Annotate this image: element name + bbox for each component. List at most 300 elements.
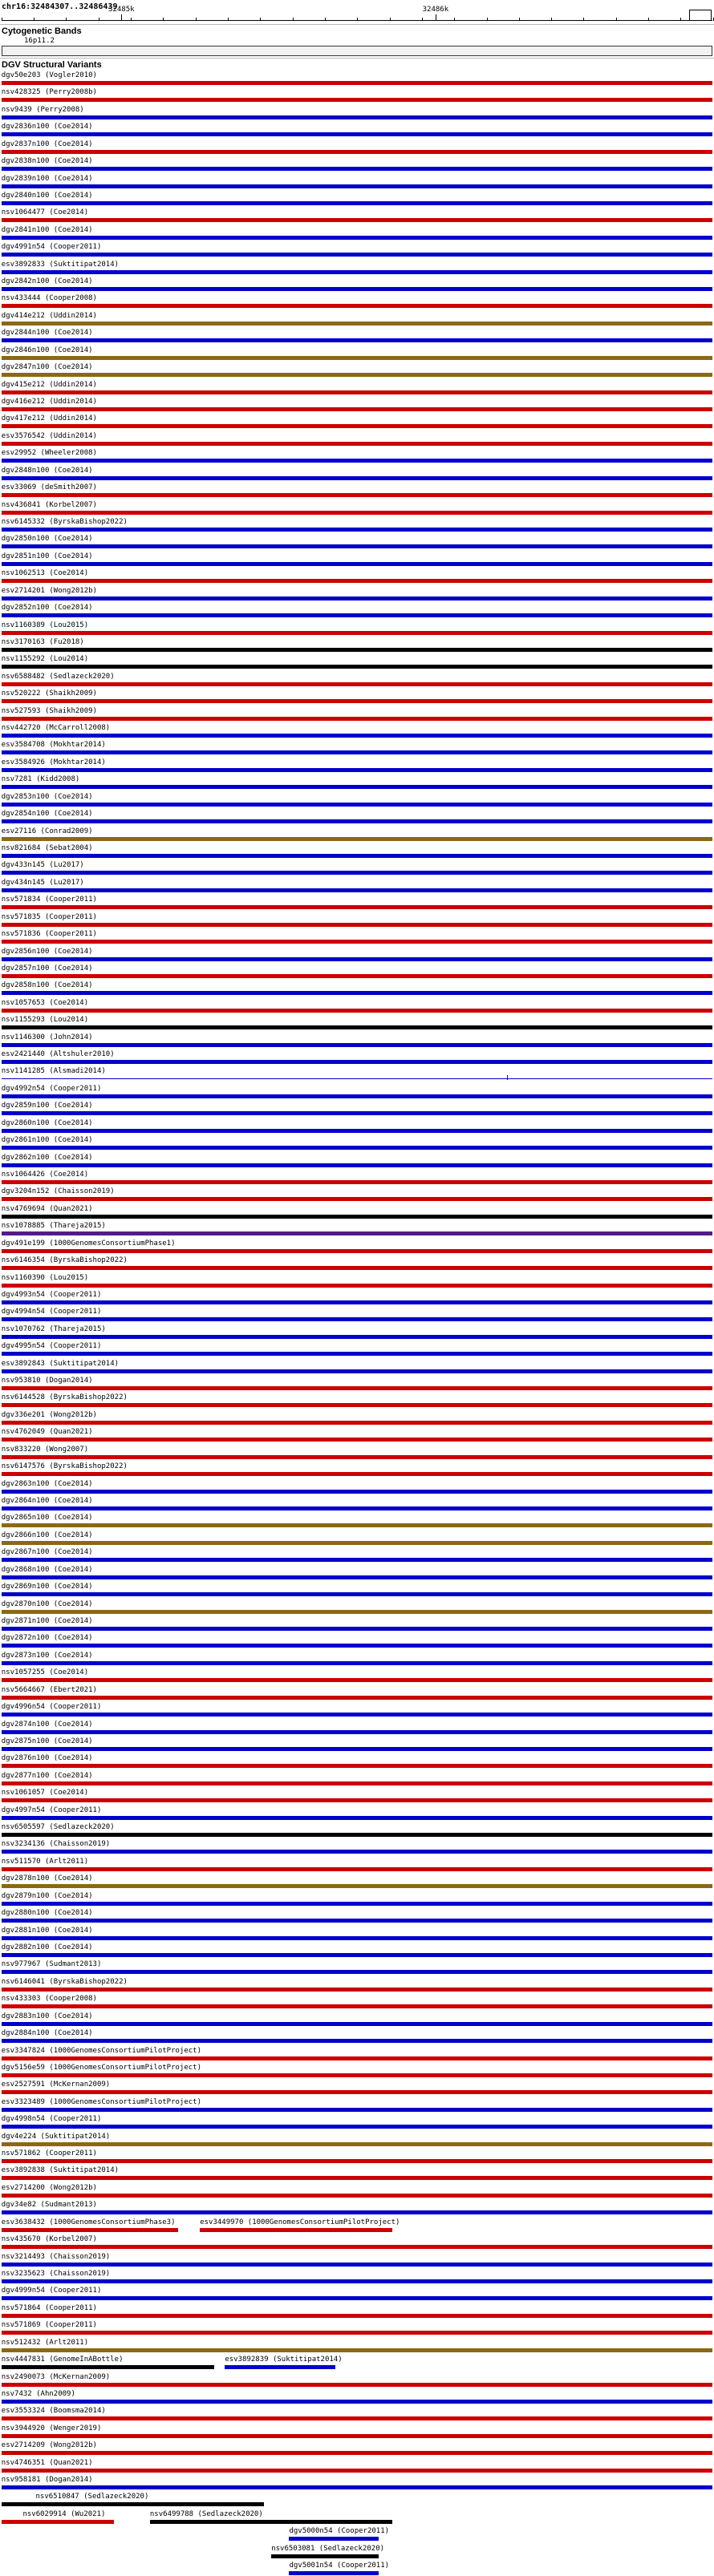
variant-bar[interactable] bbox=[2, 2520, 115, 2524]
variant-label: nsv6145332 (ByrskaBishop2022) bbox=[1, 517, 128, 526]
variant-bar[interactable] bbox=[2, 2073, 712, 2077]
variant-bar[interactable] bbox=[2, 1781, 712, 1785]
variant-bar[interactable] bbox=[289, 2537, 378, 2541]
variant-bar[interactable] bbox=[2, 1215, 712, 1219]
variant-bar[interactable] bbox=[2, 923, 712, 927]
variant-bar[interactable] bbox=[2, 871, 712, 875]
variant-bar[interactable] bbox=[2, 665, 712, 669]
variant-row bbox=[0, 827, 714, 843]
variant-bar[interactable] bbox=[2, 1661, 712, 1665]
variant-bar[interactable] bbox=[2, 1627, 712, 1631]
variant-bar[interactable] bbox=[2, 1300, 712, 1304]
variant-label: dgv2875n100 (Coe2014) bbox=[1, 1737, 93, 1745]
variant-bar[interactable] bbox=[2, 2485, 712, 2489]
variant-label: nsv1146300 (John2014) bbox=[1, 1033, 93, 1041]
variant-row bbox=[0, 2269, 714, 2286]
variant-bar[interactable] bbox=[2, 2090, 712, 2094]
variant-bar[interactable] bbox=[2, 390, 712, 394]
variant-row bbox=[0, 723, 714, 740]
variant-bar[interactable] bbox=[2, 1266, 712, 1270]
variant-bar[interactable] bbox=[2, 1335, 712, 1339]
variant-bar[interactable] bbox=[2, 1867, 712, 1871]
variant-bar[interactable] bbox=[200, 2228, 392, 2232]
variant-bar[interactable] bbox=[2, 1592, 712, 1596]
ruler-minor-tick bbox=[616, 18, 617, 21]
ruler-minor-tick bbox=[551, 18, 552, 21]
variant-row bbox=[0, 225, 714, 242]
variant-bar[interactable] bbox=[2, 1764, 712, 1768]
variant-bar[interactable] bbox=[2, 1472, 712, 1476]
variant-bar[interactable] bbox=[2, 1078, 712, 1079]
variant-label: dgv2861n100 (Coe2014) bbox=[1, 1136, 93, 1145]
variant-label: nsv7281 (Kidd2008) bbox=[1, 775, 80, 784]
variant-row bbox=[0, 431, 714, 448]
variant-row bbox=[0, 1839, 714, 1856]
variant-label: dgv2844n100 (Coe2014) bbox=[1, 329, 93, 338]
variant-row bbox=[0, 1496, 714, 1513]
variant-label: nsv571835 (Cooper2011) bbox=[1, 912, 97, 921]
variant-label: nsv1064477 (Coe2014) bbox=[1, 208, 89, 217]
variant-row bbox=[0, 1513, 714, 1530]
variant-row bbox=[0, 1908, 714, 1925]
variant-bar[interactable] bbox=[2, 253, 712, 257]
variant-row bbox=[0, 1033, 714, 1049]
ruler-minor-tick bbox=[648, 18, 649, 21]
variant-label: dgv336e201 (Wong2012b) bbox=[1, 1410, 97, 1419]
variant-bar[interactable] bbox=[2, 1833, 712, 1837]
variant-row bbox=[0, 414, 714, 431]
variant-bar[interactable] bbox=[2, 803, 712, 807]
variant-label: esv3347824 (1000GenomesConsortiumPilotProject) bbox=[1, 2046, 202, 2055]
variant-bar[interactable] bbox=[2, 1953, 712, 1957]
variant-label: dgv2868n100 (Coe2014) bbox=[1, 1565, 93, 1574]
variant-row bbox=[0, 981, 714, 997]
variant-label: nsv3170163 (Fu2018) bbox=[1, 637, 84, 646]
variant-label: esv33069 (deSmith2007) bbox=[1, 483, 97, 492]
variant-row bbox=[0, 2458, 714, 2475]
variant-bar[interactable] bbox=[2, 1816, 712, 1820]
variant-row bbox=[0, 2338, 714, 2355]
variant-label: dgv4999n54 (Cooper2011) bbox=[1, 2287, 102, 2295]
variant-bar[interactable] bbox=[2, 613, 712, 617]
variant-label: dgv414e212 (Uddin2014) bbox=[1, 311, 97, 320]
variant-bar[interactable] bbox=[2, 1523, 712, 1527]
variant-label: dgv5156e59 (1000GenomesConsortiumPilotProject) bbox=[1, 2063, 202, 2072]
variant-bar[interactable] bbox=[2, 1403, 712, 1407]
variant-row bbox=[0, 2200, 714, 2217]
variant-row bbox=[0, 2149, 714, 2166]
variant-bar[interactable] bbox=[2, 785, 712, 789]
variant-bar[interactable] bbox=[2, 1490, 712, 1494]
variant-bar[interactable] bbox=[225, 2365, 335, 2369]
variant-row bbox=[0, 1788, 714, 1805]
variant-bar[interactable] bbox=[2, 957, 712, 961]
variant-row bbox=[0, 586, 714, 603]
variant-bar[interactable] bbox=[2, 717, 712, 721]
variant-label: nsv433303 (Cooper2008) bbox=[1, 1995, 97, 2004]
variant-label: dgv2869n100 (Coe2014) bbox=[1, 1583, 93, 1591]
variant-row bbox=[0, 2166, 714, 2182]
variant-bar[interactable] bbox=[2, 1352, 712, 1356]
variant-label: dgv2873n100 (Coe2014) bbox=[1, 1651, 93, 1660]
variant-bar[interactable] bbox=[2, 2348, 712, 2352]
variant-bar[interactable] bbox=[2, 631, 712, 635]
variant-label: dgv2884n100 (Coe2014) bbox=[1, 2029, 93, 2038]
variant-bar[interactable] bbox=[2, 544, 712, 548]
variant-row bbox=[0, 2234, 714, 2251]
variant-bar[interactable] bbox=[2, 1919, 712, 1923]
variant-label: nsv511570 (Arlt2011) bbox=[1, 1857, 89, 1866]
variant-bar[interactable] bbox=[2, 2502, 265, 2506]
variant-label: dgv2881n100 (Coe2014) bbox=[1, 1926, 93, 1935]
variant-row bbox=[0, 809, 714, 826]
variant-bar[interactable] bbox=[2, 1129, 712, 1133]
variant-label: dgv2872n100 (Coe2014) bbox=[1, 1634, 93, 1643]
variant-label: dgv4991n54 (Cooper2011) bbox=[1, 243, 102, 252]
variant-bar[interactable] bbox=[2, 2056, 712, 2060]
variant-bar[interactable] bbox=[2, 407, 712, 411]
variant-bar[interactable] bbox=[2, 991, 712, 995]
variant-label: esv3449970 (1000GenomesConsortiumPilotProject) bbox=[200, 2218, 400, 2226]
variant-row bbox=[0, 380, 714, 397]
ruler-minor-tick bbox=[390, 18, 391, 21]
variant-bar[interactable] bbox=[2, 1094, 712, 1098]
variant-bar[interactable] bbox=[2, 304, 712, 308]
variant-row bbox=[0, 1135, 714, 1152]
variant-bar[interactable] bbox=[2, 1988, 712, 1992]
variant-bar[interactable] bbox=[2, 2245, 712, 2249]
variant-bar[interactable] bbox=[2, 579, 712, 583]
variant-bar[interactable] bbox=[2, 1558, 712, 1562]
variant-bar[interactable] bbox=[2, 819, 712, 823]
variant-bar[interactable] bbox=[2, 1025, 712, 1029]
variant-row bbox=[0, 1376, 714, 1393]
variant-bar[interactable] bbox=[2, 218, 712, 222]
variant-label: nsv953810 (Dogan2014) bbox=[1, 1377, 93, 1385]
variant-label: dgv2882n100 (Coe2014) bbox=[1, 1943, 93, 1951]
variant-bar[interactable] bbox=[2, 1644, 712, 1648]
variant-row bbox=[0, 1204, 714, 1221]
variant-bar[interactable] bbox=[2, 1730, 712, 1734]
variant-bar[interactable] bbox=[2, 1541, 712, 1545]
variant-label: dgv2878n100 (Coe2014) bbox=[1, 1874, 93, 1883]
variant-bar[interactable] bbox=[2, 1197, 712, 1201]
variant-row bbox=[0, 1547, 714, 1564]
variant-row bbox=[0, 466, 714, 483]
variant-bar[interactable] bbox=[2, 2469, 712, 2473]
variant-label: dgv2841n100 (Coe2014) bbox=[1, 225, 93, 234]
variant-row bbox=[0, 1290, 714, 1307]
variant-label: dgv2880n100 (Coe2014) bbox=[1, 1909, 93, 1918]
variant-row bbox=[0, 1616, 714, 1633]
variant-label: nsv1155292 (Lou2014) bbox=[1, 655, 89, 664]
variant-bar[interactable] bbox=[2, 356, 712, 360]
variant-bar[interactable] bbox=[2, 373, 712, 377]
variant-row bbox=[0, 654, 714, 671]
variant-row bbox=[0, 860, 714, 877]
variant-label: nsv571862 (Cooper2011) bbox=[1, 2149, 97, 2158]
variant-bar[interactable] bbox=[2, 476, 712, 480]
variant-row bbox=[0, 1393, 714, 1409]
variant-bar[interactable] bbox=[2, 2039, 712, 2043]
ruler-minor-tick bbox=[519, 18, 520, 21]
variant-bar[interactable] bbox=[2, 459, 712, 463]
variant-bar[interactable] bbox=[2, 2159, 712, 2163]
variant-label: esv3576542 (Uddin2014) bbox=[1, 431, 97, 440]
variant-bar[interactable] bbox=[2, 2279, 712, 2283]
variant-row bbox=[0, 1806, 714, 1822]
variant-label: esv2714201 (Wong2012b) bbox=[1, 586, 97, 595]
variant-label: esv2714200 (Wong2012b) bbox=[1, 2183, 97, 2192]
ruler-minor-tick bbox=[325, 18, 326, 21]
variant-row bbox=[0, 947, 714, 964]
variant-row bbox=[0, 2355, 714, 2372]
variant-row bbox=[0, 2303, 714, 2320]
variant-label: nsv4447831 (GenomeInABottle) bbox=[1, 2356, 124, 2364]
variant-bar[interactable] bbox=[2, 905, 712, 909]
variant-row bbox=[0, 191, 714, 208]
variant-row bbox=[0, 1341, 714, 1358]
variant-label: dgv2848n100 (Coe2014) bbox=[1, 466, 93, 475]
variant-bar[interactable] bbox=[2, 596, 712, 601]
variant-bar[interactable] bbox=[2, 734, 712, 738]
variant-bar[interactable] bbox=[2, 1970, 712, 1974]
variant-bar[interactable] bbox=[2, 1936, 712, 1940]
variant-row bbox=[0, 2114, 714, 2131]
variant-row bbox=[0, 2063, 714, 2080]
variant-bar[interactable] bbox=[2, 2451, 712, 2455]
variant-row bbox=[0, 1737, 714, 1753]
variant-row bbox=[0, 1926, 714, 1943]
variant-bar[interactable] bbox=[2, 167, 712, 171]
variant-label: nsv520222 (Shaikh2009) bbox=[1, 689, 97, 698]
variant-label: nsv442720 (McCarroll2008) bbox=[1, 724, 111, 733]
variant-bar[interactable] bbox=[2, 854, 712, 858]
variant-bar[interactable] bbox=[2, 236, 712, 240]
variant-bar[interactable] bbox=[2, 562, 712, 566]
variant-bar[interactable] bbox=[2, 2400, 712, 2404]
variant-label: dgv34e82 (Sudmant2013) bbox=[1, 2201, 97, 2210]
ruler-track[interactable] bbox=[0, 0, 714, 24]
variant-bar[interactable] bbox=[2, 442, 712, 446]
variant-row bbox=[0, 2509, 714, 2526]
variant-row bbox=[0, 1771, 714, 1788]
variant-bar[interactable] bbox=[2, 2022, 712, 2026]
variant-bar[interactable] bbox=[2, 1043, 712, 1047]
variant-row bbox=[0, 843, 714, 860]
variant-bar[interactable] bbox=[2, 1284, 712, 1288]
variant-bar[interactable] bbox=[2, 2331, 712, 2335]
variant-bar[interactable] bbox=[2, 184, 712, 188]
variant-bar[interactable] bbox=[2, 837, 712, 841]
variant-bar[interactable] bbox=[2, 1180, 712, 1184]
variant-bar[interactable] bbox=[271, 2554, 379, 2558]
variant-label: dgv2852n100 (Coe2014) bbox=[1, 604, 93, 613]
variant-bar[interactable] bbox=[2, 528, 712, 532]
variant-bar[interactable] bbox=[2, 201, 712, 205]
variant-row bbox=[0, 242, 714, 259]
variant-bar[interactable] bbox=[2, 1009, 712, 1013]
variant-bar[interactable] bbox=[2, 81, 712, 85]
variant-bar[interactable] bbox=[2, 1421, 712, 1425]
variant-bar[interactable] bbox=[150, 2520, 393, 2524]
variant-row bbox=[0, 362, 714, 379]
variant-bar[interactable] bbox=[2, 2108, 712, 2112]
variant-bar[interactable] bbox=[2, 2383, 712, 2387]
variant-label: dgv5001n54 (Cooper2011) bbox=[289, 2562, 390, 2570]
ruler-tick-label: 32485k bbox=[108, 6, 135, 14]
variant-bar[interactable] bbox=[2, 1317, 712, 1321]
variant-label: dgv2847n100 (Coe2014) bbox=[1, 363, 93, 372]
variant-bar[interactable] bbox=[2, 2365, 214, 2369]
variant-label: dgv50e203 (Vogler2010) bbox=[1, 71, 97, 79]
variant-bar[interactable] bbox=[289, 2571, 378, 2575]
variant-label: nsv2490073 (McKernan2009) bbox=[1, 2372, 111, 2381]
variant-bar[interactable] bbox=[2, 2176, 712, 2180]
variant-bar[interactable] bbox=[2, 1798, 712, 1802]
variant-row bbox=[0, 1582, 714, 1599]
variant-bar[interactable] bbox=[2, 1902, 712, 1906]
variant-bar[interactable] bbox=[2, 1884, 712, 1888]
variant-bar[interactable] bbox=[2, 699, 712, 703]
variant-bar[interactable] bbox=[2, 1111, 712, 1115]
variant-row bbox=[0, 1256, 714, 1272]
variant-row bbox=[0, 2372, 714, 2389]
variant-bar[interactable] bbox=[2, 493, 712, 497]
variant-bar[interactable] bbox=[2, 648, 712, 652]
variant-row bbox=[0, 1874, 714, 1891]
ruler-minor-tick bbox=[454, 18, 455, 21]
variant-row bbox=[0, 1273, 714, 1290]
variant-bar[interactable] bbox=[2, 1231, 712, 1235]
variant-label: dgv2851n100 (Coe2014) bbox=[1, 552, 93, 560]
variant-bar[interactable] bbox=[2, 115, 712, 119]
variant-bar[interactable] bbox=[2, 1146, 712, 1150]
variant-row bbox=[0, 1531, 714, 1547]
variant-bar[interactable] bbox=[2, 2263, 712, 2267]
variant-label: dgv2846n100 (Coe2014) bbox=[1, 346, 93, 354]
variant-row bbox=[0, 311, 714, 328]
variant-bar[interactable] bbox=[2, 1438, 712, 1442]
variant-bar[interactable] bbox=[2, 2296, 712, 2300]
variant-label: nsv436841 (Korbel2007) bbox=[1, 500, 97, 509]
cytoband-label: 16p11.2 bbox=[24, 37, 55, 45]
variant-label: nsv3214493 (Chaisson2019) bbox=[1, 2252, 111, 2261]
variant-row bbox=[0, 534, 714, 551]
variant-label: esv2714209 (Wong2012b) bbox=[1, 2441, 97, 2450]
variant-bar[interactable] bbox=[2, 1575, 712, 1579]
variant-row bbox=[0, 483, 714, 499]
variant-bar[interactable] bbox=[2, 270, 712, 274]
variant-row bbox=[0, 758, 714, 774]
variant-row bbox=[0, 912, 714, 929]
variant-bar[interactable] bbox=[2, 768, 712, 772]
dgv-title: DGV Structural Variants bbox=[2, 60, 102, 70]
variant-row bbox=[0, 1170, 714, 1187]
variant-bar[interactable] bbox=[2, 1678, 712, 1682]
variant-row bbox=[0, 2526, 714, 2543]
variant-label: nsv4762049 (Quan2021) bbox=[1, 1428, 93, 1437]
variant-bar[interactable] bbox=[2, 1249, 712, 1253]
variant-row bbox=[0, 208, 714, 224]
variant-bar[interactable] bbox=[2, 98, 712, 102]
variant-label: dgv2865n100 (Coe2014) bbox=[1, 1514, 93, 1523]
variant-bar[interactable] bbox=[2, 940, 712, 944]
variant-bar[interactable] bbox=[2, 424, 712, 428]
variant-bar[interactable] bbox=[2, 2142, 712, 2146]
variant-row bbox=[0, 500, 714, 517]
variant-bar[interactable] bbox=[2, 2434, 712, 2438]
variant-row bbox=[0, 2252, 714, 2269]
variant-bar[interactable] bbox=[2, 2004, 712, 2008]
variant-bar[interactable] bbox=[2, 2194, 712, 2198]
variant-bar[interactable] bbox=[2, 1747, 712, 1751]
variant-bar[interactable] bbox=[2, 750, 712, 754]
variant-label: nsv428325 (Perry2008b) bbox=[1, 88, 97, 97]
variant-bar[interactable] bbox=[2, 1369, 712, 1373]
variant-bar[interactable] bbox=[2, 2125, 712, 2129]
variant-bar[interactable] bbox=[2, 2210, 712, 2214]
variant-label: dgv2840n100 (Coe2014) bbox=[1, 191, 93, 200]
variant-bar[interactable] bbox=[2, 2314, 712, 2318]
variant-label: dgv2838n100 (Coe2014) bbox=[1, 157, 93, 166]
variant-row bbox=[0, 1462, 714, 1478]
variant-row bbox=[0, 1445, 714, 1462]
variant-label: nsv1078885 (Thareja2015) bbox=[1, 1222, 106, 1231]
dgv-track bbox=[0, 59, 714, 2576]
variant-bar[interactable] bbox=[2, 150, 712, 154]
variant-bar[interactable] bbox=[2, 338, 712, 342]
variant-bar[interactable] bbox=[2, 1850, 712, 1854]
variant-row bbox=[0, 346, 714, 362]
variant-label: nsv433444 (Cooper2008) bbox=[1, 294, 97, 303]
ruler-major-tick bbox=[121, 14, 122, 21]
variant-bar[interactable] bbox=[2, 1060, 712, 1064]
variant-bar[interactable] bbox=[2, 974, 712, 978]
variant-bar[interactable] bbox=[2, 682, 712, 686]
variant-bar[interactable] bbox=[2, 1163, 712, 1167]
variant-bar[interactable] bbox=[2, 132, 712, 136]
variant-bar[interactable] bbox=[2, 1696, 712, 1700]
variant-label: dgv2850n100 (Coe2014) bbox=[1, 535, 93, 544]
region-coordinates: chr16:32484307..32486439 bbox=[2, 2, 118, 11]
variant-row bbox=[0, 397, 714, 414]
variant-row bbox=[0, 2424, 714, 2441]
variant-label: nsv3235623 (Chaisson2019) bbox=[1, 2270, 111, 2278]
variant-label: esv3892838 (Suktitipat2014) bbox=[1, 2166, 120, 2175]
variant-bar[interactable] bbox=[2, 2228, 179, 2232]
variant-row bbox=[0, 2320, 714, 2337]
variant-bar[interactable] bbox=[2, 511, 712, 515]
variant-row bbox=[0, 156, 714, 173]
variant-row bbox=[0, 1479, 714, 1496]
variant-bar[interactable] bbox=[2, 287, 712, 291]
variant-label: nsv6510847 (Sedlazeck2020) bbox=[35, 2493, 149, 2501]
ruler-tick-label: 32486k bbox=[422, 6, 449, 14]
variant-label: nsv1057255 (Coe2014) bbox=[1, 1668, 89, 1677]
variant-label: dgv2837n100 (Coe2014) bbox=[1, 140, 93, 148]
variant-bar[interactable] bbox=[2, 1610, 712, 1614]
variant-bar[interactable] bbox=[2, 1506, 712, 1510]
variant-bar[interactable] bbox=[2, 888, 712, 892]
variant-bar[interactable] bbox=[2, 1455, 712, 1459]
variant-bar[interactable] bbox=[2, 321, 712, 326]
variant-bar[interactable] bbox=[2, 2416, 712, 2420]
variant-bar[interactable] bbox=[2, 1713, 712, 1717]
variant-row bbox=[0, 1891, 714, 1908]
variant-label: nsv1061057 (Coe2014) bbox=[1, 1789, 89, 1798]
variant-bar[interactable] bbox=[2, 1386, 712, 1390]
